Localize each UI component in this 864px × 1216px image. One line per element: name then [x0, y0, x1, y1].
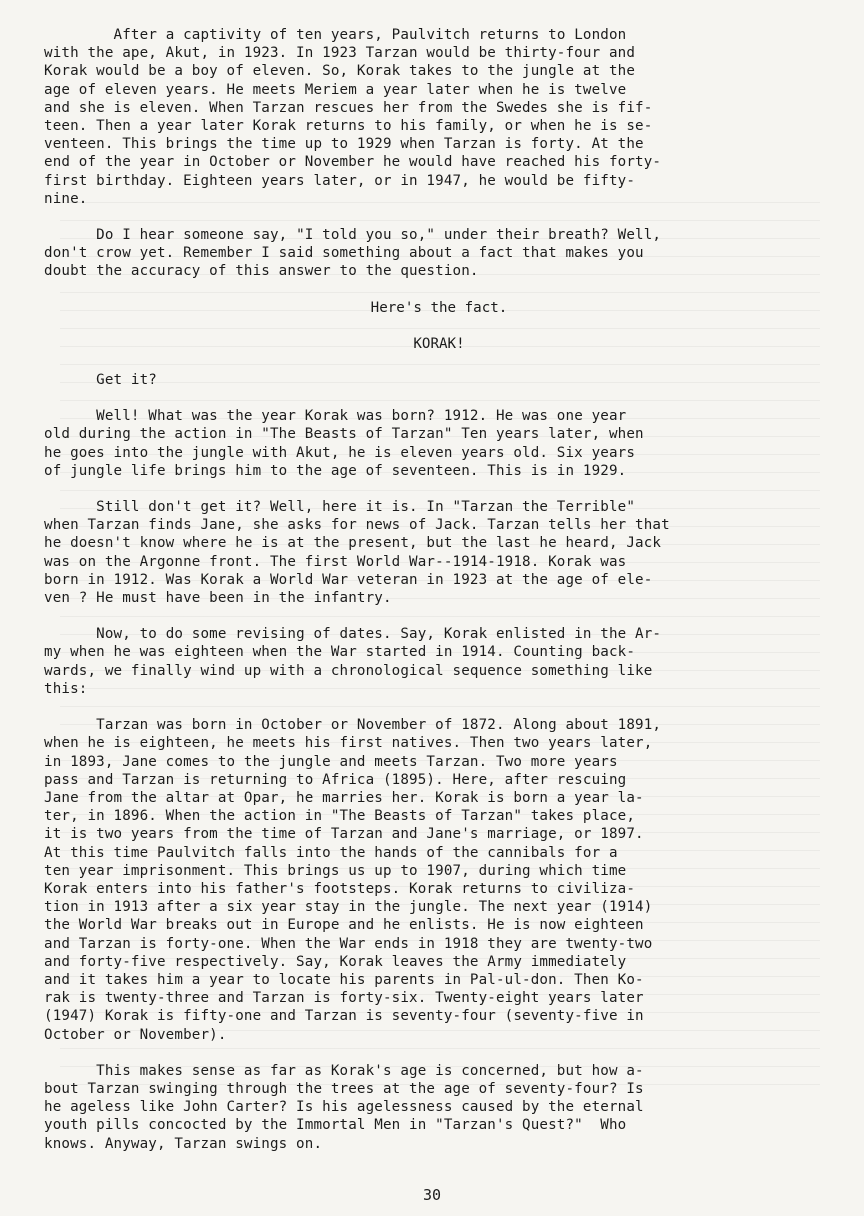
korak-heading: KORAK!: [413, 335, 465, 352]
text-line: Jane from the altar at Opar, he marries her. Korak is born a year la-: [44, 789, 644, 806]
text-line: ten year imprisonment. This brings us up to 1907, during which time: [44, 862, 627, 879]
text-line: This makes sense as far as Korak's age is concerned, but how a-: [96, 1062, 644, 1079]
text-line: ven ? He must have been in the infantry.: [44, 590, 392, 607]
get-it-text: Get it?: [96, 372, 157, 389]
paragraph-4: [44, 498, 834, 607]
text-line: and she is eleven. When Tarzan rescues her from the Swedes she is fif-: [44, 99, 653, 116]
get-it-line: [44, 371, 834, 389]
paragraph-7: [44, 1062, 834, 1153]
text-line: pass and Tarzan is returning to Africa (1895). Here, after rescuing: [44, 771, 627, 788]
text-line: Still don't get it? Well, here it is. In "Tarzan the Terrible": [96, 499, 636, 516]
text-line: nine.: [44, 190, 88, 207]
text-line: he ageless like John Carter? Is his agelessness caused by the eternal: [44, 1099, 644, 1116]
text-line: first birthday. Eighteen years later, or in 1947, he would be fifty-: [44, 172, 636, 189]
text-line: the World War breaks out in Europe and he enlists. He is now eighteen: [44, 917, 644, 934]
text-line: old during the action in "The Beasts of Tarzan" Ten years later, when: [44, 426, 644, 443]
paragraph-2: [44, 226, 834, 281]
text-line: October or November).: [44, 1026, 227, 1043]
text-line: he doesn't know where he is at the present, but the last he heard, Jack: [44, 535, 662, 552]
page-number: 30: [422, 1186, 442, 1204]
text-line: Do I hear someone say, "I told you so," under their breath? Well,: [96, 227, 662, 244]
text-line: teen. Then a year later Korak returns to his family, or when he is se-: [44, 118, 653, 135]
text-line: venteen. This brings the time up to 1929 when Tarzan is forty. At the: [44, 136, 644, 153]
text-line: my when he was eighteen when the War started in 1914. Counting back-: [44, 644, 636, 661]
text-line: knows. Anyway, Tarzan swings on.: [44, 1135, 323, 1152]
text-line: was on the Argonne front. The first World War--1914-1918. Korak was: [44, 553, 627, 570]
text-line: tion in 1913 after a six year stay in the jungle. The next year (1914): [44, 899, 653, 916]
text-line: end of the year in October or November he would have reached his forty-: [44, 154, 662, 171]
text-line: it is two years from the time of Tarzan and Jane's marriage, or 1897.: [44, 826, 644, 843]
text-line: After a captivity of ten years, Paulvitch returns to London: [113, 27, 627, 43]
text-line: when he is eighteen, he meets his first natives. Then two years later,: [44, 735, 653, 752]
text-line: with the ape, Akut, in 1923. In 1923 Tarzan would be thirty-four and: [44, 45, 636, 62]
text-line: Korak enters into his father's footsteps. Korak returns to civiliza-: [44, 880, 636, 897]
paragraph-1: [44, 26, 834, 208]
text-line: born in 1912. Was Korak a World War veteran in 1923 at the age of ele-: [44, 571, 653, 588]
paragraph-5: [44, 625, 834, 698]
text-line: and Tarzan is forty-one. When the War ends in 1918 they are twenty-two: [44, 935, 653, 952]
text-line: doubt the accuracy of this answer to the question.: [44, 263, 479, 280]
paragraph-3: [44, 407, 834, 480]
text-line: when Tarzan finds Jane, she asks for news of Jack. Tarzan tells her that: [44, 517, 670, 534]
text-line: of jungle life brings him to the age of seventeen. This is in 1929.: [44, 462, 627, 479]
text-line: don't crow yet. Remember I said something about a fact that makes you: [44, 245, 644, 262]
text-line: Now, to do some revising of dates. Say, Korak enlisted in the Ar-: [96, 626, 662, 643]
text-line: (1947) Korak is fifty-one and Tarzan is seventy-four (seventy-five in: [44, 1008, 644, 1025]
text-line: Well! What was the year Korak was born? 1912. He was one year: [96, 408, 627, 425]
text-line: age of eleven years. He meets Meriem a year later when he is twelve: [44, 81, 627, 98]
body-text: [44, 26, 834, 1171]
text-line: Korak would be a boy of eleven. So, Korak takes to the jungle at the: [44, 63, 636, 80]
text-line: in 1893, Jane comes to the jungle and meets Tarzan. Two more years: [44, 753, 618, 770]
fact-heading: Here's the fact.: [370, 299, 508, 316]
text-line: ter, in 1896. When the action in "The Beasts of Tarzan" takes place,: [44, 808, 636, 825]
text-line: youth pills concocted by the Immortal Men in "Tarzan's Quest?" Who: [44, 1117, 627, 1134]
text-line: wards, we finally wind up with a chronological sequence something like: [44, 662, 653, 679]
text-line: At this time Paulvitch falls into the hands of the cannibals for a: [44, 844, 618, 861]
text-line: and forty-five respectively. Say, Korak leaves the Army immediately: [44, 953, 627, 970]
text-line: and it takes him a year to locate his parents in Pal-ul-don. Then Ko-: [44, 971, 644, 988]
text-line: he goes into the jungle with Akut, he is eleven years old. Six years: [44, 444, 636, 461]
paragraph-6: [44, 716, 834, 1044]
text-line: Tarzan was born in October or November of 1872. Along about 1891,: [96, 717, 662, 734]
text-line: bout Tarzan swinging through the trees at the age of seventy-four? Is: [44, 1080, 644, 1097]
text-line: rak is twenty-three and Tarzan is forty-six. Twenty-eight years later: [44, 990, 644, 1007]
text-line: this:: [44, 680, 88, 697]
